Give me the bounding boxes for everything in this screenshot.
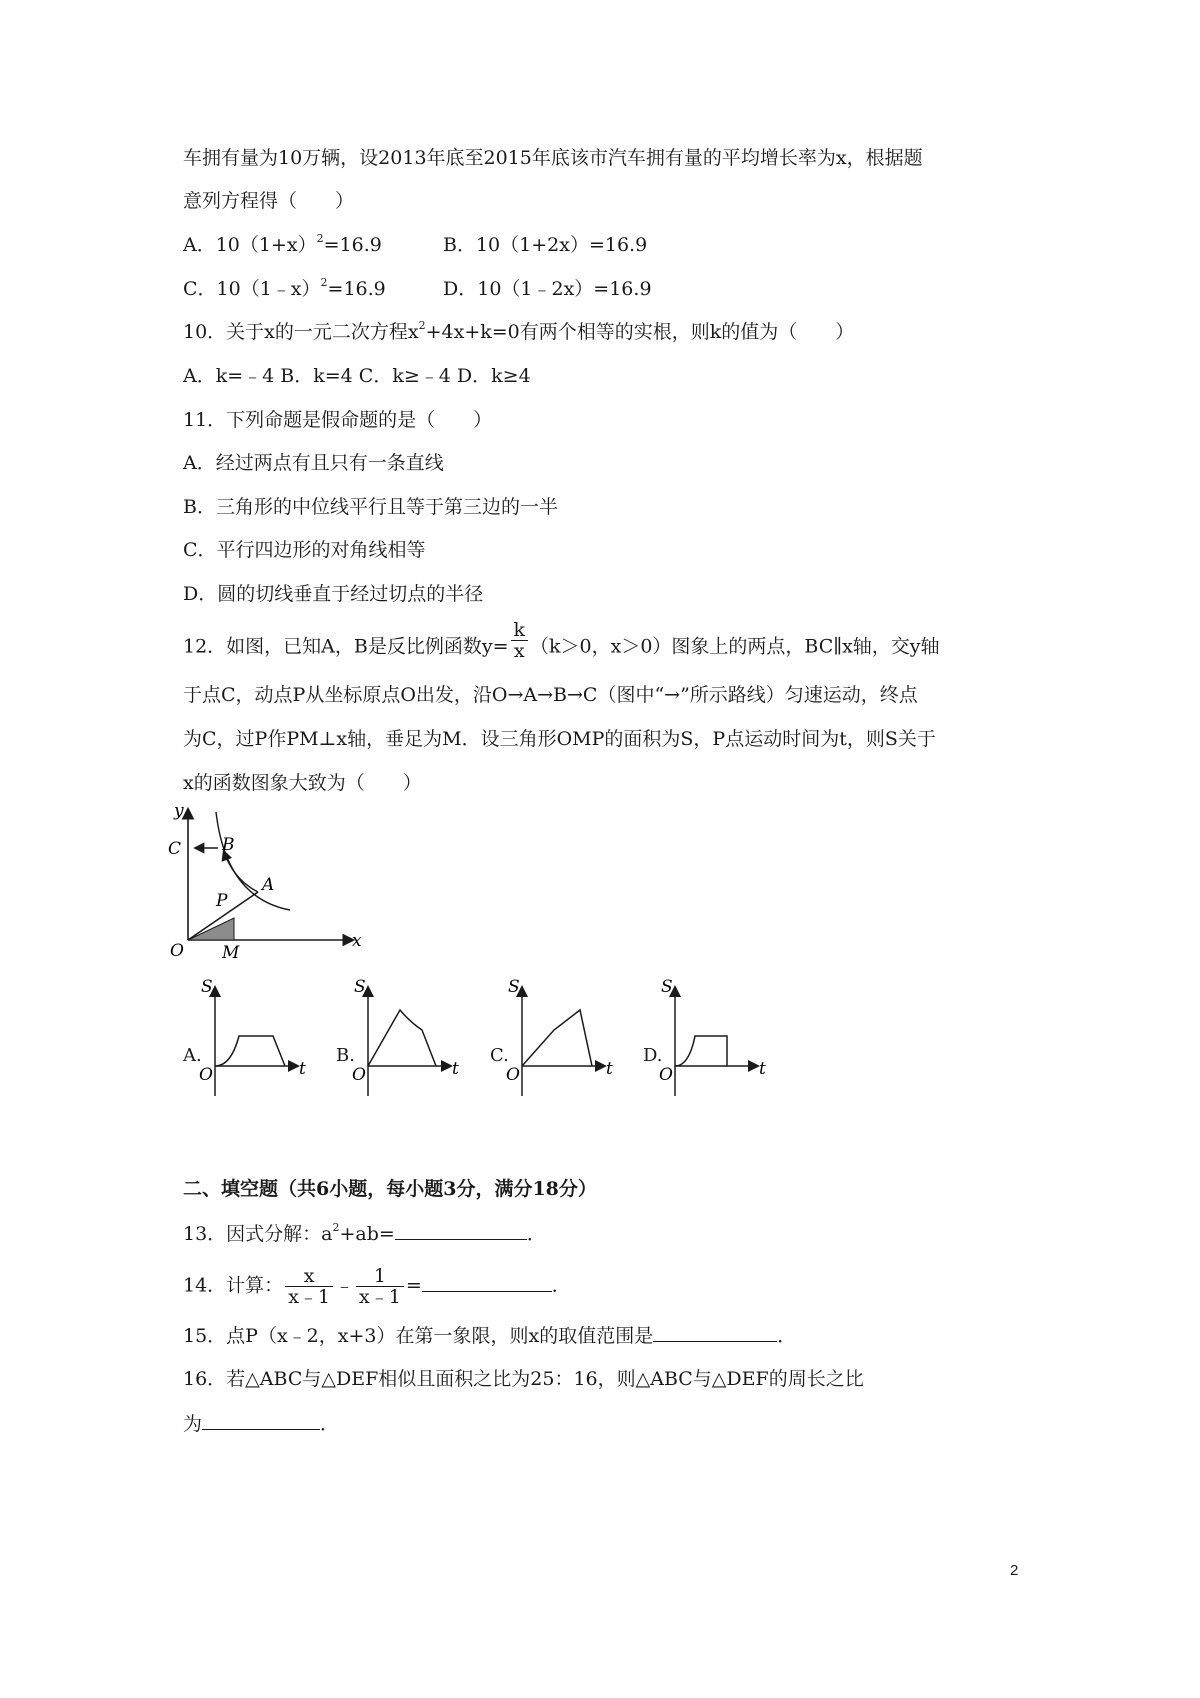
- q12-option-a-label: A.: [183, 1045, 202, 1066]
- q14-answer-blank[interactable]: [422, 1273, 552, 1292]
- svg-text:S: S: [661, 978, 673, 997]
- q12-stem-line3: 为C，过P作PM⊥x轴，垂足为M．设三角形OMP的面积为S，P点运动时间为t，则S关于: [183, 728, 936, 750]
- q11-option-d: D．圆的切线垂直于经过切点的半径: [183, 583, 484, 605]
- svg-text:O: O: [352, 1065, 366, 1085]
- q12-option-b-label: B.: [336, 1045, 355, 1066]
- point-p-label: P: [216, 891, 228, 911]
- svg-text:O: O: [506, 1065, 520, 1085]
- q12-stem-line2: 于点C，动点P从坐标原点O出发，沿O→A→B→C（图中“→”所示路线）匀速运动，终点: [183, 684, 918, 706]
- svg-text:O: O: [659, 1065, 673, 1085]
- svg-text:t: t: [299, 1059, 306, 1079]
- q12-main-figure: [160, 800, 380, 970]
- q9-option-c: C．10（1﹣x）$^2$=16.9: [183, 276, 386, 300]
- q16-line1: 16．若△ABC与△DEF相似且面积之比为25：16，则△ABC与△DEF的周长之比: [183, 1368, 864, 1390]
- q12-option-d-graph: [655, 978, 775, 1100]
- q11-option-b: B．三角形的中位线平行且等于第三边的一半: [183, 496, 558, 518]
- q13-answer-blank[interactable]: [395, 1221, 527, 1240]
- q14-fraction-1: $\frac{x}{x﹣1}$: [285, 1266, 333, 1307]
- q12-fraction: $\frac{k}{x}$: [511, 620, 529, 661]
- q9-option-d: D．10（1﹣2x）=16.9: [443, 278, 652, 300]
- point-c-label: C: [168, 839, 182, 859]
- q12-stem-line1: 12．如图，已知A，B是反比例函数y= $\frac{k}{x}$ （k＞0，x＞0）图象上的两点，BC∥x轴，交y轴: [183, 619, 940, 662]
- point-m-label: M: [222, 943, 240, 963]
- q14-fraction-2: $\frac{1}{x﹣1}$: [356, 1266, 404, 1307]
- q12-option-b-graph: [348, 978, 468, 1100]
- section-2-heading: 二、填空题（共6小题，每小题3分，满分18分）: [183, 1178, 597, 1200]
- triangle-omp: [188, 918, 234, 940]
- x-axis-label: x: [352, 931, 362, 951]
- q10-stem: 10．关于x的一元二次方程$x^2+4x+k=0$有两个相等的实根，则k的值为（ ）: [183, 319, 855, 343]
- q15: 15．点P（x﹣2，x+3）在第一象限，则x的取值范围是 ．: [183, 1325, 797, 1347]
- q9-stem-line2: 意列方程得（ ）: [183, 190, 355, 212]
- q11-option-c: C．平行四边形的对角线相等: [183, 539, 426, 561]
- y-axis-label: y: [174, 801, 184, 821]
- q12-stem-line4: x的函数图象大致为（ ）: [183, 772, 422, 794]
- q12-option-a-graph: [195, 978, 315, 1100]
- svg-text:S: S: [508, 978, 520, 997]
- q16-line2: 为 ．: [183, 1413, 340, 1435]
- svg-text:O: O: [199, 1065, 213, 1085]
- q14: 14．计算： $\frac{x}{x﹣1}$ ﹣ $\frac{1}{x﹣1}$ = ．: [183, 1265, 571, 1308]
- q11-stem: 11．下列命题是假命题的是（ ）: [183, 409, 493, 431]
- origin-label: O: [170, 941, 184, 961]
- q13: 13．因式分解：$a^2+ab=$ ．: [183, 1221, 546, 1245]
- point-a-label: A: [262, 875, 275, 895]
- svg-text:t: t: [606, 1059, 613, 1079]
- q12-option-d-label: D.: [643, 1045, 663, 1066]
- q12-option-c-label: C.: [490, 1045, 509, 1066]
- svg-text:S: S: [354, 978, 366, 997]
- path-a-to-b: [224, 852, 258, 892]
- q9-option-a: A．$10(1+x)^2=16.9$: [183, 232, 382, 256]
- q15-answer-blank[interactable]: [653, 1323, 777, 1342]
- svg-text:t: t: [759, 1059, 766, 1079]
- page-number: 2: [1010, 1562, 1019, 1579]
- svg-text:S: S: [201, 978, 213, 997]
- point-b-label: B: [222, 835, 235, 855]
- q11-option-a: A．经过两点有且只有一条直线: [183, 452, 444, 474]
- svg-text:t: t: [452, 1059, 459, 1079]
- q10-options: A．k=﹣4 B．k=4 C．k≥﹣4 D．k≥4: [183, 365, 531, 387]
- q16-answer-blank[interactable]: [202, 1411, 320, 1430]
- q12-option-c-graph: [502, 978, 622, 1100]
- q9-option-b: B．10（1+2x）=16.9: [443, 234, 648, 256]
- q9-stem-line1: 车拥有量为10万辆，设2013年底至2015年底该市汽车拥有量的平均增长率为x，根据题: [183, 147, 923, 169]
